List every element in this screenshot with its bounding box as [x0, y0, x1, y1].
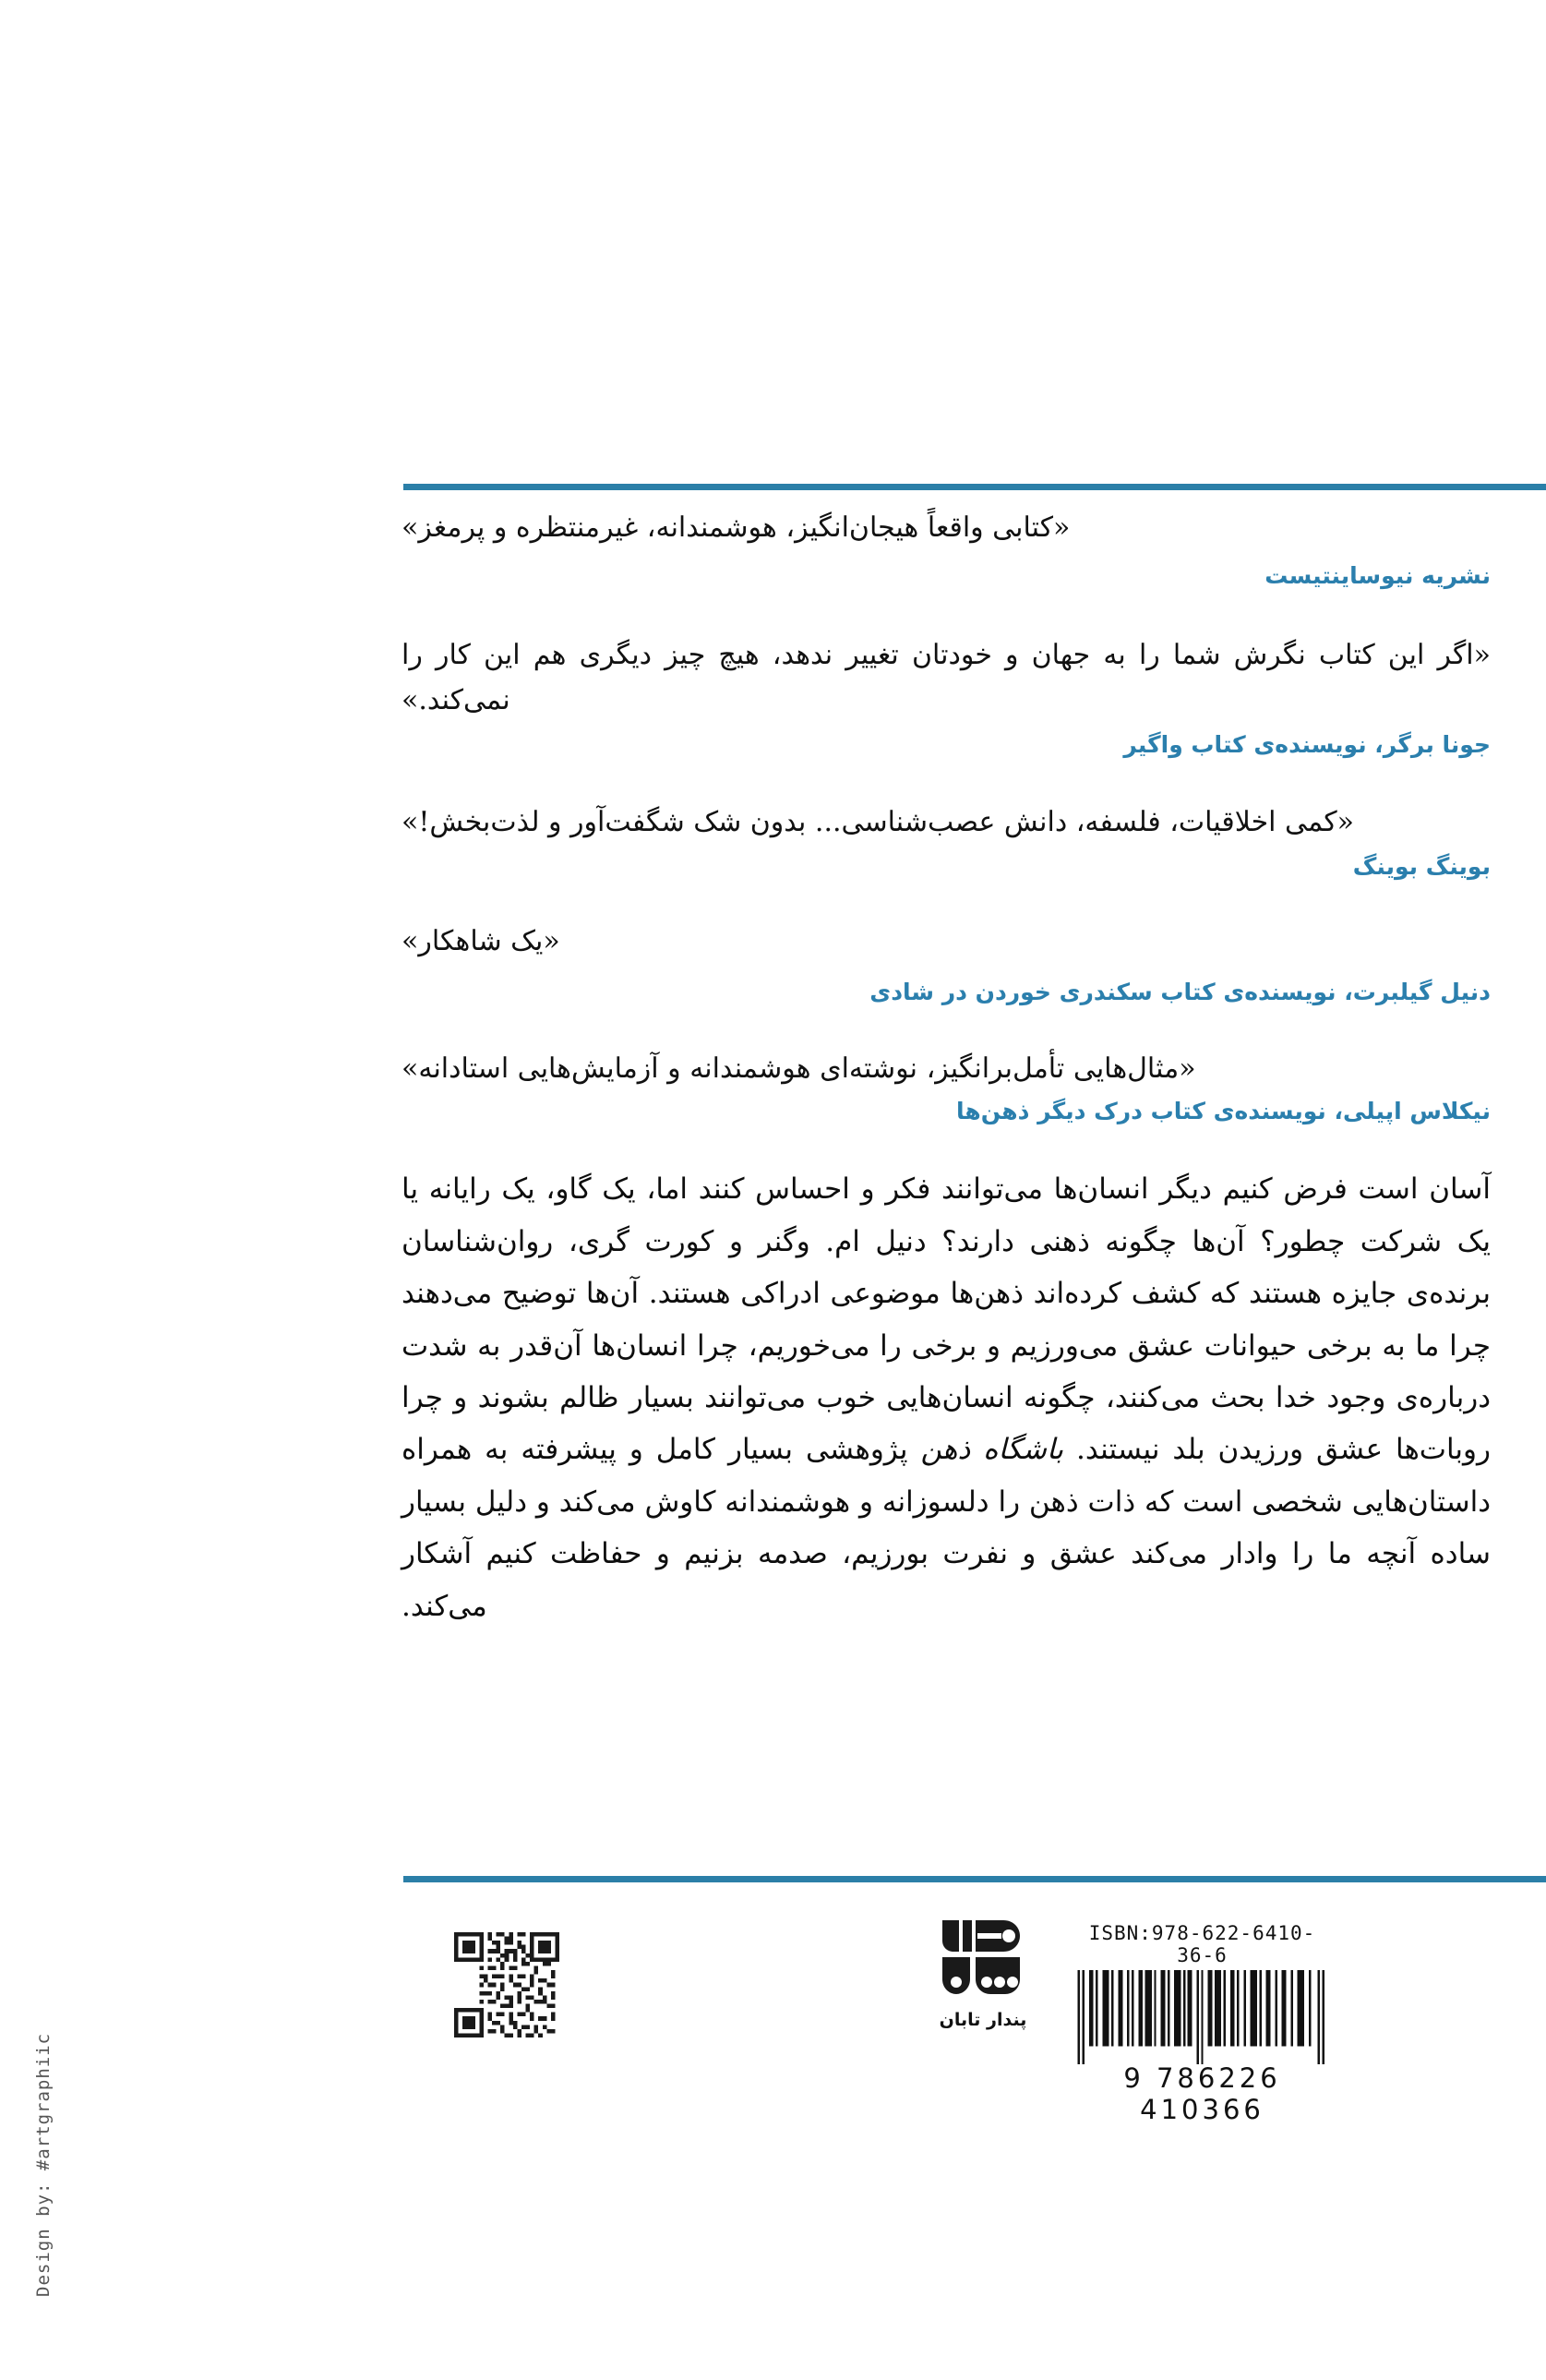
review-quote-text: «مثال‌هایی تأمل‌برانگیز، نوشته‌ای هوشمندانه و آزمایش‌هایی استادانه»	[401, 1052, 1196, 1085]
content-column	[401, 506, 1491, 1632]
review-quote-text: «کمی اخلاقیات، فلسفه، دانش عصب‌شناسی... بدون شک شگفت‌آور و لذت‌بخش!»	[401, 806, 1355, 839]
ean13-barcode	[1075, 1970, 1329, 2064]
review-quote-text: «کتابی واقعاً هیجان‌انگیز، هوشمندانه، غیرمنتظره و پرمغز»	[401, 511, 1071, 544]
review-attribution: بوینگ بوینگ	[1352, 852, 1491, 880]
description-part-one: آسان است فرض کنیم دیگر انسان‌ها می‌توانند فکر و احساس کنند اما، یک گاو، یک رایانه یا یک شرکت چطور؟ آن‌ها چگونه ذهنی دارند؟ دنیل ام. وگنر و کورت گری، روان‌شناسان برنده‌ی جایزه هستند که کشف کرده‌اند ذهن‌ها موضوعی ادراکی هستند. آن‌ها توضیح می‌دهند چرا ما به برخی حیوانات عشق می‌ورزیم و برخی را می‌خوریم، چرا انسان‌ها آن‌قدر به شدت درباره‌ی وجود خدا بحث می‌کنند، چگونه انسان‌هایی خوب می‌توانند بسیار ظالم بشوند و چرا روبات‌ها عشق ورزیدن بلد نیستند.	[401, 1172, 1492, 1467]
top-divider-rule	[403, 484, 1546, 490]
review-quote-block	[401, 506, 1491, 591]
footer-bar	[55, 1902, 1491, 2125]
barcode-digits: 9 786226 410366	[1123, 2062, 1281, 2125]
review-quote-block	[401, 633, 1491, 760]
review-quote-block	[401, 920, 1491, 1008]
review-attribution: جونا برگر، نویسنده‌ی کتاب واگیر	[1123, 730, 1491, 758]
book-description	[401, 1163, 1491, 1632]
publisher-logo	[928, 1915, 1038, 2030]
publisher-mark-icon	[935, 1915, 1031, 2003]
review-quote-block	[401, 800, 1491, 882]
isbn-text: ISBN:978-622-6410-36-6	[1088, 1922, 1316, 1966]
bottom-divider-rule	[403, 1876, 1546, 1882]
review-attribution: دنیل گیلبرت، نویسنده‌ی کتاب سکندری خوردن در شادی	[869, 979, 1491, 1006]
description-part-two: پژوهشی بسیار کامل و پیشرفته به همراه داستان‌هایی شخصی است که ذات ذهن را دلسوزانه و هوشمندانه کاوش می‌کند و دلیل بسیار ساده آنچه ما را وادار می‌کند عشق و نفرت بورزیم، صدمه بزنیم و حفاظت کنیم آشکار می‌کند.	[401, 1433, 1491, 1623]
publisher-name: پندار تابان	[939, 2010, 1027, 2030]
book-title-mention: باشگاه ذهن	[920, 1433, 1064, 1467]
designer-credit: Design by: #artgraphiic	[33, 2032, 54, 2297]
review-quote-text: «اگر این کتاب نگرش شما را به جهان و خودتان تغییر ندهد، هیچ چیز دیگری هم این کار را نمی‌کند.»	[401, 639, 1491, 716]
qr-code[interactable]	[454, 1932, 559, 2037]
review-quote-text: «یک شاهکار»	[401, 924, 560, 957]
review-attribution: نشریه نیوساینتیست	[1264, 561, 1491, 589]
review-quote-block	[401, 1047, 1491, 1126]
review-attribution: نیکلاس اپیلی، نویسنده‌ی کتاب درک دیگر ذهن‌ها	[956, 1097, 1491, 1124]
isbn-barcode-group	[1075, 1922, 1329, 2125]
